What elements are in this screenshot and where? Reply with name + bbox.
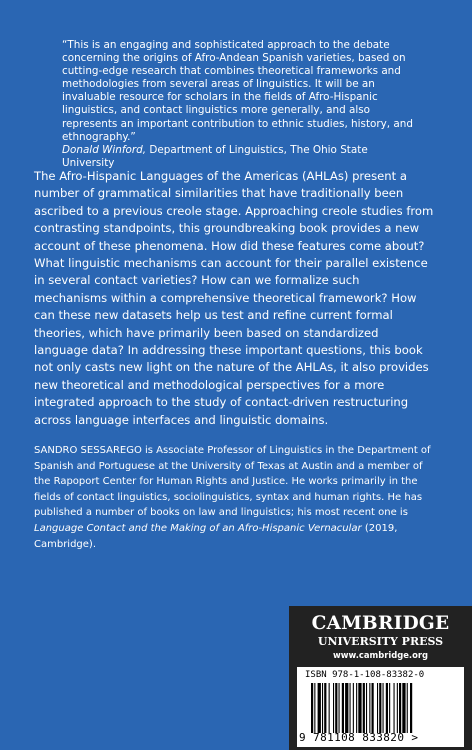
barcode-bar [372, 683, 374, 733]
barcode-bar [383, 683, 384, 733]
barcode-bar [322, 683, 323, 733]
publisher-url: www.cambridge.org [333, 650, 428, 660]
barcode-bar [339, 683, 340, 733]
barcode-icon [311, 683, 451, 733]
barcode-bar [397, 683, 398, 733]
barcode-bar [335, 683, 337, 733]
barcode-digits: 9 781108 833820 > [299, 731, 419, 744]
barcode-bar [311, 683, 313, 733]
barcode-bar [318, 683, 321, 733]
quote-affiliation: Department of Linguistics, The Ohio State University [62, 143, 368, 169]
barcode-bar [356, 683, 357, 733]
barcode-bar [333, 683, 334, 733]
barcode-bar [363, 683, 365, 733]
book-description: The Afro-Hispanic Languages of the Americas (AHLAs) present a number of grammatical similarities that have traditionally been ascribed to a previous creole stage. Approaching creole studies from contrasting standpoints, this groundbreaking book provides a new account of these phenomena. How did these features come about? What linguistic mechanisms can account for their parallel existence in several contact varieties? How can we formalize such mechanisms within a comprehensive theoretical framework? How can these new datasets help us test and refine current formal theories, which have primarily been based on standardized language data? In addressing these important questions, this book not only casts new light on the nature of the AHLAs, it also provides new theoretical and methodological perspectives for a more integrated approach to the study of contact-driven restructuring across language interfaces and linguistic domains. [34, 169, 434, 427]
publisher-press: UNIVERSITY PRESS [317, 635, 444, 648]
barcode-bar [369, 683, 370, 733]
barcode-bar [350, 683, 351, 733]
barcode-bar [399, 683, 401, 733]
barcode-bar [345, 683, 348, 733]
bio-book-suffix: (2019, Cambridge). [34, 522, 398, 550]
barcode-bar [377, 683, 378, 733]
barcode-bar [389, 683, 390, 733]
barcode-bar [386, 683, 388, 733]
quote-text: “This is an engaging and sophisticated approach to the debate concerning the origins of Afro-Andean Spanish varieties, based on cutting-edge research that combines theoretical frameworks and methodologies from several areas of linguistics. It will be an invaluable resource for scholars in the fields of Afro-Hispanic linguistics, and contact linguistics more generally, and also represents an important contribution to ethnic studies, history, and ethnography.” [62, 39, 413, 143]
barcode-bar [366, 683, 367, 733]
barcode-bar [314, 683, 315, 733]
barcode-bar [324, 683, 326, 733]
barcode-bar [342, 683, 344, 733]
publisher-logo: CAMBRIDGE [311, 613, 450, 634]
endorsement-quote [62, 39, 422, 170]
barcode-bar [410, 683, 412, 733]
barcode-bar [353, 683, 354, 733]
barcode-box [297, 667, 464, 747]
author-bio [34, 443, 439, 552]
barcode-bar [402, 683, 405, 733]
publisher-block [289, 606, 472, 750]
barcode-bar [407, 683, 408, 733]
barcode-bar [329, 683, 330, 733]
isbn-label: ISBN 978-1-108-83382-0 [305, 670, 425, 680]
bio-book-title: Language Contact and the Making of an Afro-Hispanic Vernacular [34, 522, 362, 534]
quote-author: Donald Winford, [62, 143, 147, 156]
bio-text: SANDRO SESSAREGO is Associate Professor of Linguistics in the Department of Spanish and Portuguese at the University of Texas at Austin and a member of the Rapoport Center for Human Rights and Justice. He works primarily in the fields of contact linguistics, sociolinguistics, syntax and human rights. He has published a number of books on law and linguistics; his most recent one is [34, 445, 431, 519]
barcode-bar [358, 683, 361, 733]
barcode-bar [394, 683, 395, 733]
barcode-bar [379, 683, 381, 733]
